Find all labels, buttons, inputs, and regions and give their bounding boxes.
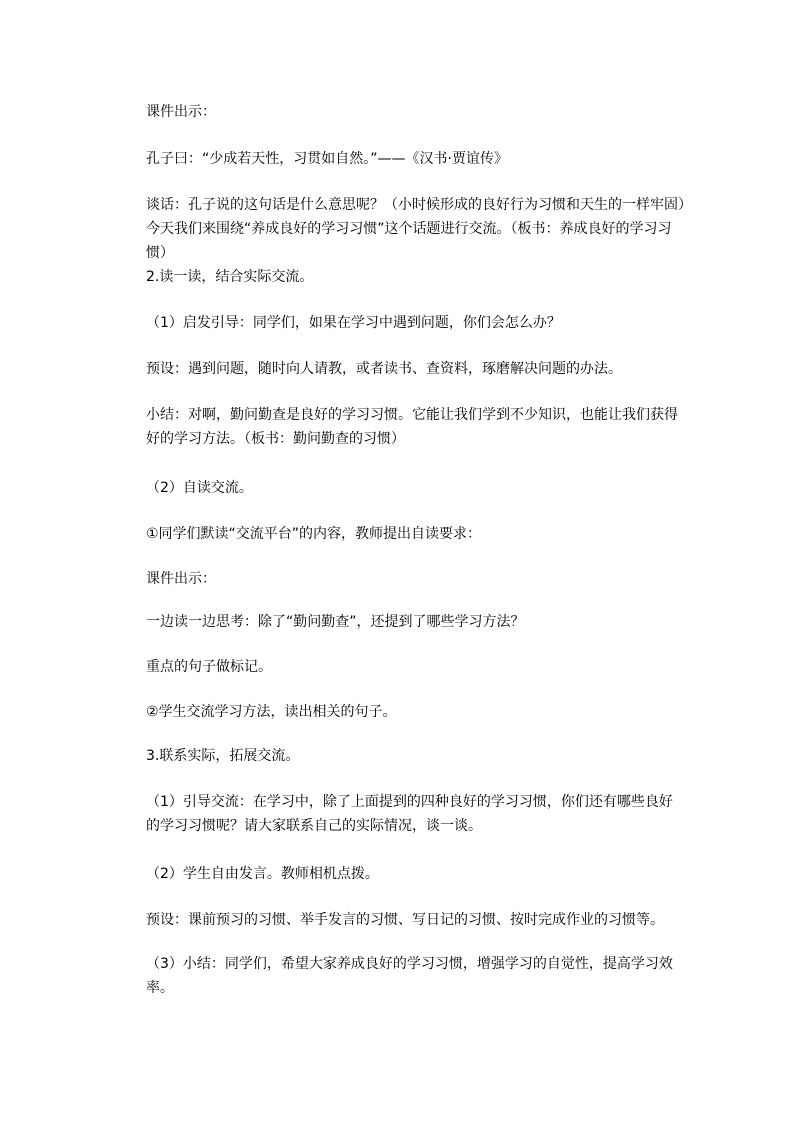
paragraph-guide-2: （1）引导交流：在学习中，除了上面提到的四种良好的学习习惯，你们还有哪些良好的学习习惯呢？请大家联系自己的实际情况，谈一谈。 bbox=[146, 794, 673, 834]
paragraph-summary-2: （3）小结：同学们，希望大家养成良好的学习习惯，增强学习的自觉性，提高学习效率。 bbox=[146, 956, 673, 996]
paragraph-free-speech: （2）学生自由发言。教师相机点拨。 bbox=[146, 866, 379, 882]
paragraph-section-3-title: 3.联系实际，拓展交流。 bbox=[146, 748, 300, 764]
paragraph-summary-1: 小结：对啊，勤问勤查是良好的学习习惯。它能让我们学到不少知识，也能让我们获得好的学习方法。（板书：勤问勤查的习惯） bbox=[146, 407, 678, 447]
paragraph-confucius-quote: 孔子曰：“少成若天性，习贯如自然。”——《汉书·贾谊传》 bbox=[146, 151, 508, 167]
paragraph-guide-1: （1）启发引导：同学们，如果在学习中遇到问题，你们会怎么办？ bbox=[146, 315, 561, 331]
paragraph-courseware-heading-2: 课件出示： bbox=[146, 571, 216, 587]
paragraph-self-reading: （2）自读交流。 bbox=[146, 480, 253, 496]
paragraph-section-2-title: 2.读一读，结合实际交流。 bbox=[146, 269, 314, 285]
paragraph-courseware-heading-1: 课件出示： bbox=[146, 104, 216, 120]
paragraph-mark-sentences: 重点的句子做标记。 bbox=[146, 659, 272, 675]
paragraph-preset-2: 预设：课前预习的习惯、举手发言的习惯、写日记的习惯、按时完成作业的习惯等。 bbox=[146, 912, 664, 928]
paragraph-silent-reading: ①同学们默读“交流平台”的内容，教师提出自读要求： bbox=[146, 526, 482, 542]
paragraph-student-exchange: ②学生交流学习方法，读出相关的句子。 bbox=[146, 704, 397, 720]
paragraph-preset-1: 预设：遇到问题，随时向人请教，或者读书、查资料，琢磨解决问题的办法。 bbox=[146, 361, 622, 377]
paragraph-think-while-reading: 一边读一边思考：除了“勤问勤查”，还提到了哪些学习方法？ bbox=[146, 614, 525, 630]
paragraph-discussion: 谈话：孔子说的这句话是什么意思呢？（小时候形成的良好行为习惯和天生的一样牢固）今天我们来围绕“养成良好的学习习惯”这个话题进行交流。（板书：养成良好的学习习惯） bbox=[146, 197, 685, 261]
